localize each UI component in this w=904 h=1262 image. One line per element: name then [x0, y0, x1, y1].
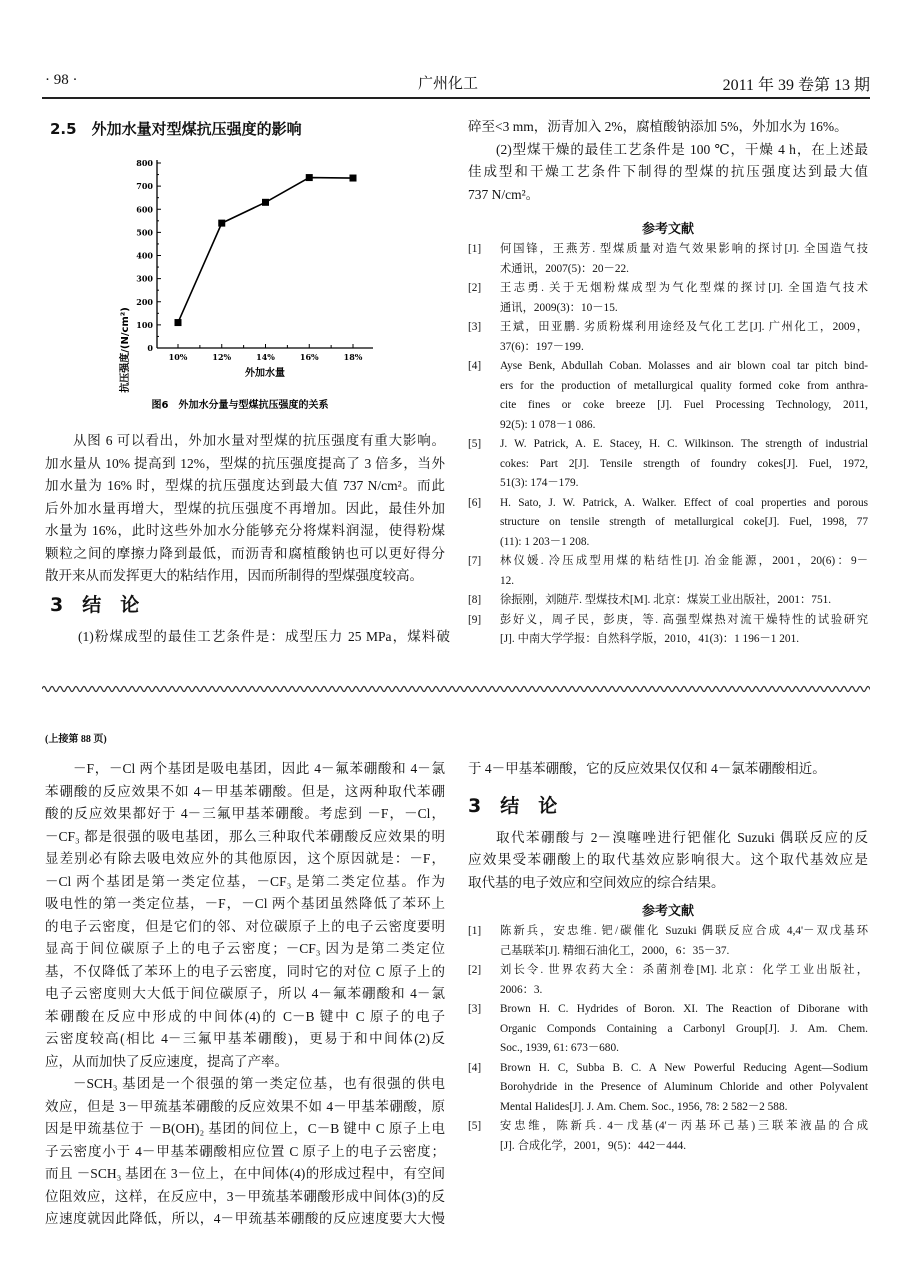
- text-line: 基，不仅降低了苯环上的电子云密度，同时它的对位 C 原子上的: [45, 963, 445, 979]
- reference-line: 51(3): 174－179.: [500, 477, 579, 489]
- conclusion-top: [50, 588, 450, 649]
- text-line: 后外加水量再增大，型煤的抗压强度不再增加。因此，最佳外加: [45, 500, 445, 516]
- reference-line: cokes: Part 2[J]. Tensile strength of foundry cokes[J]. Fuel, 1972,: [500, 457, 868, 470]
- reference-line: Ayse Benk, Abdullah Coban. Molasses and air blown coal tar pitch bind-: [500, 360, 868, 372]
- reference-number: [4]: [468, 360, 482, 372]
- reference-number: [1]: [468, 925, 482, 937]
- issue-info: 2011 年 39 卷第 13 期: [722, 77, 870, 94]
- reference-number: [5]: [468, 438, 482, 450]
- reference-item: [468, 1059, 868, 1118]
- text-line: －CF₃ 都是很强的吸电基团，那么三种取代苯硼酸反应效果的明: [45, 828, 445, 844]
- text-line: 因是甲巯基位于 －B(OH)₂ 基团的间位上，C－B 键中 C 原子上电: [45, 1121, 445, 1136]
- reference-line: 92(5): 1 078－1 086.: [500, 418, 596, 431]
- reference-text: [500, 1000, 868, 1059]
- reference-item: [468, 240, 868, 279]
- text-line: 子云密度小于 4－甲基苯硼酸相应位置 C 原子上的电子云密度；: [45, 1143, 445, 1159]
- data-point: [218, 220, 225, 227]
- text-line: －F，－Cl 两个基团是吸电基团，因此 4－氟苯硼酸和 4－氯: [73, 761, 445, 776]
- y-axis-label: 抗压强度/(N/cm²): [120, 307, 131, 393]
- reference-text: [500, 611, 868, 650]
- reference-line: 彭好义，周孑民，彭庚，等. 高强型煤热对流干燥特性的试验研究: [500, 613, 868, 626]
- reference-line: Soc., 1939, 61: 673－680.: [500, 1042, 619, 1054]
- reference-line: [J]. 中南大学学报：自然科学版，2010，41(3)：1 196－1 201.: [500, 633, 800, 645]
- y-tick-label: 400: [136, 250, 153, 261]
- text-line: 苯硼酸的反应效果不如 4－甲基苯硼酸。但是，这两种取代苯硼: [45, 783, 445, 799]
- reference-number: [9]: [468, 613, 482, 626]
- reference-number: [6]: [468, 496, 482, 509]
- y-tick-label: 300: [136, 273, 153, 284]
- x-tick-label: 14%: [256, 352, 275, 362]
- body-text-top-left: [45, 430, 445, 588]
- references-top: [468, 218, 868, 650]
- reference-line: J. W. Patrick, A. E. Stacey, H. C. Wilkinson. The strength of industrial: [500, 438, 868, 450]
- data-point: [175, 319, 182, 326]
- reference-line: 12.: [500, 574, 515, 587]
- reference-text: [500, 552, 868, 591]
- reference-line: Mental Halides[J]. J. Am. Chem. Soc., 1956, 78: 2 582－2 588.: [500, 1100, 788, 1113]
- y-tick-label: 800: [136, 158, 153, 168]
- reference-line: 己基联苯[J]. 精细石油化工，2000，6：35－37.: [500, 944, 730, 957]
- reference-item: [468, 1117, 868, 1156]
- text-line: 散开来从而发挥更大的粘结作用，因而所制得的型煤强度较高。: [45, 568, 423, 583]
- conclusion-line: (1)粉煤成型的最佳工艺条件是：成型压力 25 MPa，煤料破: [78, 629, 450, 644]
- reference-item: [468, 552, 868, 591]
- reference-text: [500, 240, 868, 279]
- reference-text: [500, 279, 868, 318]
- chart-caption: 图6 外加水分量与型煤抗压强度的关系: [151, 400, 329, 411]
- x-tick-label: 12%: [212, 352, 232, 362]
- x-tick-label: 10%: [168, 352, 188, 362]
- reference-item: [468, 318, 868, 357]
- text-line: 位阻效应，这样，在反应中，3－甲巯基苯硼酸形成中间体(3)的反: [45, 1188, 445, 1204]
- text-line: 吸电性的第一类定位基，－F，－Cl 两个基团虽然降低了苯环上: [45, 896, 445, 911]
- y-tick-label: 600: [136, 204, 153, 215]
- reference-line: (11): 1 203－1 208.: [500, 535, 590, 548]
- reference-number: [4]: [468, 1061, 482, 1074]
- reference-text: [500, 922, 868, 961]
- reference-line: Organic Componds Containing a Carbonyl Group[J]. J. Am. Chem.: [500, 1022, 868, 1035]
- reference-text: [500, 357, 868, 435]
- text-line: 显高于间位碳原子上的电子云密度；－CF₃ 因为是第二类定位: [45, 941, 445, 956]
- text-line: 取代基的电子效应和空间效应的综合结果。: [468, 874, 725, 890]
- journal-name: 广州化工: [418, 74, 479, 92]
- reference-item: [468, 922, 868, 961]
- text-line: 应速度就因此降低，所以，4－甲巯基苯硼酸的反应速度要大大慢: [45, 1211, 445, 1226]
- reference-number: [3]: [468, 1003, 482, 1015]
- text-line: 苯硼酸在反应中形成的中间体(4)的 C－B 键中 C 原子的电子: [45, 1008, 445, 1024]
- text-line: 电子云密度则大大低于间位碳原子，所以 4－氟苯硼酸和 4－氯: [45, 986, 445, 1001]
- text-line: 加水量从 10% 提高到 12%，型煤的抗压强度提高了 3 倍多，当外: [45, 455, 445, 471]
- text-line: 而且 －SCH₃ 基团在 3－位上，在中间体(4)的形成过程中，有空间: [45, 1166, 445, 1181]
- reference-number: [2]: [468, 964, 482, 976]
- paragraph: [45, 758, 445, 1073]
- x-tick-label: 18%: [343, 352, 363, 362]
- text-line: 于 4－甲基苯硼酸，它的反应效果仅仅和 4－氯苯硼酸相近。: [468, 761, 826, 776]
- reference-text: [500, 961, 868, 1000]
- reference-item: [468, 611, 868, 650]
- reference-item: [468, 279, 868, 318]
- text-line: 加水量为 16% 时，型煤的抗压强度达到最大值 737 N/cm²。而此: [45, 478, 445, 493]
- text-line: 737 N/cm²。: [468, 186, 540, 202]
- reference-line: 术通讯，2007(5)：20－22.: [500, 262, 629, 275]
- references-bottom: [468, 900, 868, 1156]
- references-heading: 参考文献: [641, 903, 694, 918]
- reference-line: Brown H. C. Hydrides of Boron. XI. The Reaction of Diborane with: [500, 1003, 868, 1015]
- text-line: 应效果受苯硼酸上的取代基效应影响很大。这个取代基效应是: [468, 852, 868, 867]
- references-heading: 参考文献: [641, 221, 694, 236]
- y-tick-label: 200: [136, 296, 153, 307]
- reference-line: ers for the production of metallurgical quality formed coke from anthra-: [500, 379, 868, 392]
- reference-text: [500, 1059, 868, 1118]
- reference-number: [3]: [468, 321, 482, 333]
- chart-water-strength: [0, 140, 460, 420]
- text-line: 碎至<3 mm，沥青加入 2%，腐植酸钠添加 5%，外加水为 16%。: [468, 119, 848, 134]
- reference-number: [2]: [468, 282, 482, 294]
- body-text-top-right: [468, 116, 868, 206]
- reference-line: Brown H. C, Subba B. C. A New Powerful Reducing Agent—Sodium: [500, 1061, 868, 1074]
- reference-line: structure on tensile strength of metallurgical coke[J]. Fuel, 1998, 77: [500, 516, 868, 528]
- reference-item: [468, 591, 868, 611]
- text-line: 水量为 16%，此时这些外加水分能够充分将煤料润湿，使得粉煤: [45, 523, 445, 538]
- reference-item: [468, 435, 868, 494]
- y-tick-label: 0: [147, 343, 153, 353]
- reference-line: 37(6)：197－199.: [500, 340, 584, 353]
- text-line: (2)型煤干燥的最佳工艺条件是 100 ℃，干燥 4 h，在上述最: [496, 141, 868, 157]
- y-tick-label: 700: [136, 181, 153, 192]
- reference-line: 徐振刚，刘随芹. 型煤技术[M]. 北京：煤炭工业出版社，2001：751.: [500, 594, 832, 606]
- reference-number: [1]: [468, 243, 482, 255]
- y-tick-label: 100: [136, 319, 153, 330]
- reference-item: [468, 961, 868, 1000]
- reference-number: [7]: [468, 555, 482, 567]
- reference-line: cite fines or coke breeze [J]. Fuel Processing Technology, 2011,: [500, 399, 868, 411]
- continued-note: (上接第 88 页): [45, 734, 107, 745]
- text-line: 云密度较高(相比 4－三氟甲基苯硼酸)，更易于和中间体(2)反: [45, 1031, 445, 1046]
- conclusion-heading-bottom: 3 结 论: [468, 794, 558, 817]
- header-rule: [42, 97, 870, 99]
- reference-line: 林仪媛. 冷压成型用煤的粘结性[J]. 冶金能源，2001，20(6)：9－: [500, 555, 868, 567]
- reference-line: 2006：3.: [500, 983, 543, 996]
- data-point: [350, 175, 357, 182]
- reference-line: [J]. 合成化学，2001，9(5)：442－444.: [500, 1139, 687, 1152]
- section-heading: 2.5 外加水量对型煤抗压强度的影响: [50, 120, 302, 138]
- reference-line: Borohydride in the Presence of Aluminum Chloride and other Polyvalent: [500, 1081, 868, 1093]
- reference-item: [468, 357, 868, 435]
- text-line: 的电子云密度，但是它们的邻、对位碳原子上的电子云密度要明: [45, 918, 445, 934]
- text-line: 取代苯硼酸与 2－溴噻唑进行钯催化 Suzuki 偶联反应的反: [496, 829, 868, 845]
- reference-number: [8]: [468, 594, 482, 606]
- reference-line: 刘长令. 世界农药大全：杀菌剂卷[M]. 北京：化学工业出版社，: [500, 964, 868, 976]
- reference-text: [500, 494, 868, 553]
- text-line: 从图 6 可以看出，外加水量对型煤的抗压强度有重大影响。: [73, 433, 445, 448]
- body-text-bottom-right: [468, 758, 868, 894]
- reference-item: [468, 494, 868, 553]
- reference-line: H. Sato, J. W. Patrick, A. Walker. Effect of coal properties and porous: [500, 496, 868, 509]
- reference-item: [468, 1000, 868, 1059]
- paragraph: [45, 1073, 445, 1231]
- body-text-bottom-left: [45, 758, 445, 1231]
- reference-number: [5]: [468, 1120, 482, 1132]
- x-axis-label: 外加水量: [245, 368, 285, 379]
- reference-line: 安忠维，陈新兵. 4－戊基(4'－丙基环己基)三联苯液晶的合成: [500, 1120, 868, 1132]
- reference-text: [500, 1117, 868, 1156]
- data-point: [262, 199, 269, 206]
- reference-line: 陈新兵，安忠维. 钯/碳催化 Suzuki 偶联反应合成 4,4'－双戊基环: [500, 925, 868, 937]
- section-divider: [42, 684, 870, 694]
- reference-line: 王斌，田亚鹏. 劣质粉煤利用途经及气化工艺[J]. 广州化工，2009，: [500, 321, 868, 333]
- text-line: 效应，但是 3－甲巯基苯硼酸的反应效果不如 4－甲基苯硼酸，原: [45, 1098, 445, 1114]
- page-number: · 98 ·: [45, 72, 78, 88]
- reference-line: 王志勇. 关于无烟粉煤成型为气化型煤的探讨[J]. 全国造气技术: [500, 282, 868, 294]
- reference-text: [500, 435, 868, 494]
- text-line: －SCH₃ 基团是一个很强的第一类定位基，也有很强的供电: [73, 1076, 445, 1091]
- reference-text: [500, 591, 868, 611]
- text-line: －Cl 两个基团是第一类定位基，－CF₃ 是第二类定位基。作为: [45, 873, 445, 889]
- y-tick-label: 500: [136, 227, 153, 238]
- x-tick-label: 16%: [299, 352, 319, 362]
- text-line: 酸的反应效果都好于 4－三氟甲基苯硼酸。考虑到 －F，－Cl，: [45, 806, 445, 821]
- text-line: 颗粒之间的摩擦力降到最低，而沥青和腐植酸钠也可以更好得分: [45, 545, 445, 561]
- text-line: 佳成型和干燥工艺条件下制得的型煤的抗压强度达到最大值: [468, 164, 868, 179]
- conclusion-heading: 3 结 论: [50, 594, 140, 616]
- data-point: [306, 174, 313, 181]
- reference-line: 通讯，2009(3)：10－15.: [500, 301, 618, 314]
- text-line: 显差别必有除去吸电效应外的其他原因，这个原因就是：－F，: [45, 851, 445, 866]
- text-line: 应，从而加快了反应速度，提高了产率。: [45, 1053, 288, 1069]
- reference-text: [500, 318, 868, 357]
- reference-line: 何国锋，王燕芳. 型煤质量对造气效果影响的探讨[J]. 全国造气技: [500, 243, 868, 255]
